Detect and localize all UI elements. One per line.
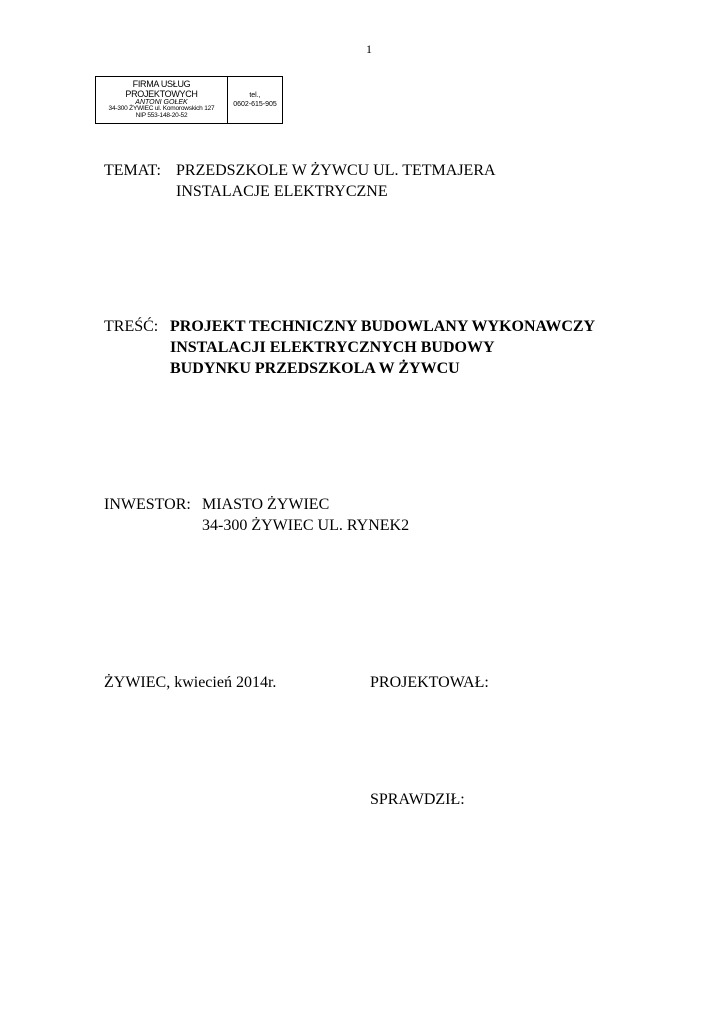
inwestor-line1: MIASTO ŻYWIEC [202, 496, 330, 513]
stamp-contact [228, 77, 282, 123]
page-number: 1 [366, 42, 372, 56]
stamp-company-info [96, 77, 228, 123]
stamp-person: ANTONI GOŁEK [135, 98, 188, 106]
tresc-line2: INSTALACJI ELEKTRYCZNYCH BUDOWY [170, 339, 495, 356]
inwestor-label: INWESTOR: [104, 496, 191, 513]
temat-label: TEMAT: [104, 162, 161, 179]
stamp-address: 34-300 ŻYWIEC ul. Komorowskich 127 [108, 105, 215, 113]
place-date: ŻYWIEC, kwiecień 2014r. [104, 674, 277, 691]
stamp-nip: NIP 553-148-20-52 [135, 112, 188, 120]
tresc-label: TREŚĆ: [104, 318, 159, 335]
tresc-line3: BUDYNKU PRZEDSZKOLA W ŻYWCU [170, 360, 460, 377]
stamp-firm-line2: PROJEKTOWYCH [125, 88, 198, 99]
stamp-tel-label: tel., [249, 91, 261, 99]
projektowal-label: PROJEKTOWAŁ: [370, 674, 489, 691]
stamp-tel-number: 0602-615-905 [233, 101, 277, 108]
inwestor-line2: 34-300 ŻYWIEC UL. RYNEK2 [202, 517, 410, 534]
temat-line1: PRZEDSZKOLE W ŻYWCU UL. TETMAJERA [176, 162, 496, 179]
company-stamp [95, 76, 283, 124]
stamp-firm-line1: FIRMA USŁUG [132, 79, 191, 90]
temat-line2: INSTALACJE ELEKTRYCZNE [176, 183, 388, 200]
sprawdzil-label: SPRAWDZIŁ: [370, 791, 465, 808]
tresc-line1: PROJEKT TECHNICZNY BUDOWLANY WYKONAWCZY [170, 318, 596, 335]
